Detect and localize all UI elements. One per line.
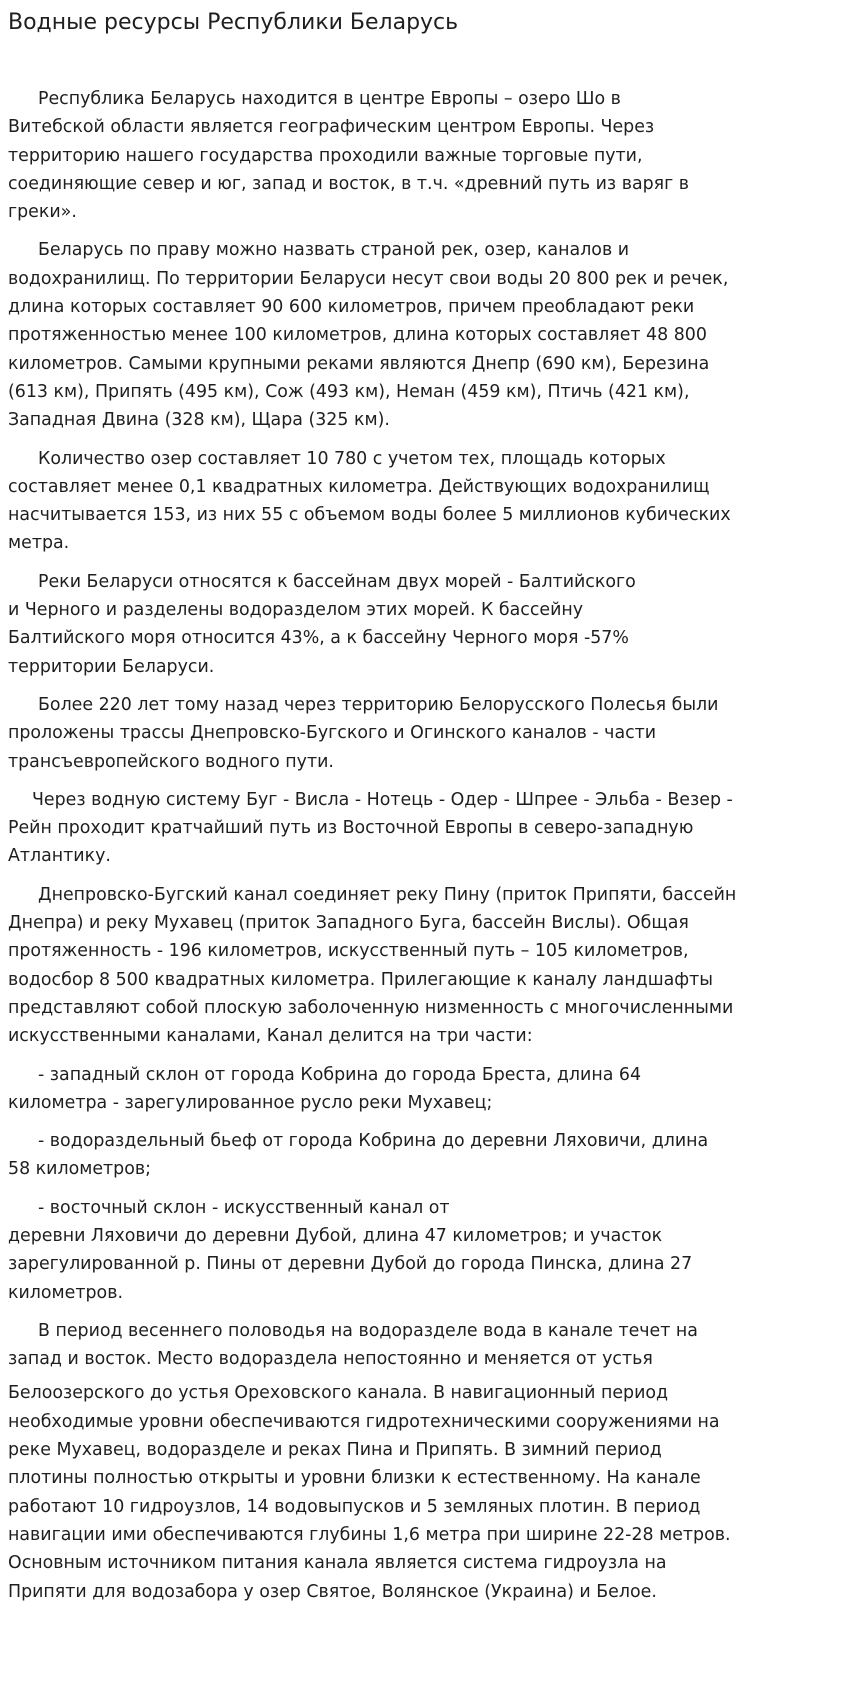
paragraph-5 — [8, 691, 839, 776]
text-line: водохранилищ. По территории Беларуси несут свои воды 20 800 рек и речек, — [8, 268, 729, 289]
paragraph-6 — [8, 786, 839, 871]
text-line: метра. — [8, 533, 70, 554]
text-line: Белоозерского до устья Ореховского канала. В навигационный период — [8, 1383, 669, 1404]
text-line: водосбор 8 500 квадратных километра. Прилегающие к каналу ландшафты — [8, 969, 713, 990]
text-line: длина которых составляет 90 600 километров, причем преобладают реки — [8, 297, 695, 318]
text-line: километров. Самыми крупными реками являются Днепр (690 км), Березина — [8, 353, 710, 374]
text-line: (613 км), Припять (495 км), Сож (493 км), Неман (459 км), Птичь (421 км), — [8, 381, 690, 402]
text-line: Более 220 лет тому назад через территорию Белорусского Полесья были — [38, 694, 719, 715]
text-line: плотины полностью открыты и уровни близки к естественному. На канале — [8, 1468, 701, 1489]
text-line: Республика Беларусь находится в центре Европы – озеро Шо в — [38, 89, 621, 109]
text-line: - западный склон от города Кобрина до города Бреста, длина 64 — [38, 1064, 642, 1085]
text-line: зарегулированной р. Пины от деревни Дубой до города Пинска, длина 27 — [8, 1254, 693, 1275]
text-line: территории Беларуси. — [8, 656, 215, 677]
paragraph-12 — [8, 1379, 839, 1605]
paragraph-9 — [8, 1127, 839, 1184]
text-line: Беларусь по праву можно назвать страной рек, озер, каналов и — [38, 240, 630, 261]
document-body — [8, 85, 839, 1606]
paragraph-11 — [8, 1317, 839, 1374]
text-line: 58 километров; — [8, 1159, 151, 1180]
paragraph-4 — [8, 568, 839, 681]
text-line: территорию нашего государства проходили важные торговые пути, — [8, 145, 643, 166]
page-title: Водные ресурсы Республики Беларусь — [8, 10, 459, 35]
text-line: трансъевропейского водного пути. — [8, 751, 334, 772]
text-line: насчитывается 153, из них 55 с объемом воды более 5 миллионов кубических — [8, 505, 731, 526]
paragraph-8 — [8, 1061, 839, 1118]
text-line: и Черного и разделены водоразделом этих морей. К бассейну — [8, 600, 584, 621]
text-line: Количество озер составляет 10 780 с учетом тех, площадь которых — [38, 448, 666, 469]
paragraph-7 — [8, 881, 839, 1051]
text-line: - восточный склон - искусственный канал от — [38, 1197, 450, 1218]
paragraph-3 — [8, 445, 839, 558]
text-line: представляют собой плоскую заболоченную низменность с многочисленными — [8, 997, 734, 1018]
text-line: Основным источником питания канала является система гидроузла на — [8, 1553, 667, 1574]
text-line: Рейн проходит кратчайший путь из Восточной Европы в северо-западную — [8, 818, 694, 839]
paragraph-2 — [8, 236, 839, 434]
text-line: Витебской области является географическим центром Европы. Через — [8, 117, 655, 138]
text-line: соединяющие север и юг, запад и восток, в т.ч. «древний путь из варяг в — [8, 173, 690, 194]
text-line: искусственными каналами, Канал делится на три части: — [8, 1026, 533, 1047]
text-line: Балтийского моря относится 43%, а к бассейну Черного моря -57% — [8, 628, 629, 649]
text-line: протяженностью менее 100 километров, длина которых составляет 48 800 — [8, 325, 707, 346]
text-line: протяженность - 196 километров, искусственный путь – 105 километров, — [8, 941, 689, 962]
paragraph-1 — [8, 85, 839, 226]
text-line: Реки Беларуси относятся к бассейнам двух морей - Балтийского — [38, 571, 636, 592]
paragraph-10 — [8, 1194, 839, 1307]
text-line: километров. — [8, 1282, 123, 1303]
text-line: запад и восток. Место водораздела непостоянно и меняется от устья — [8, 1349, 653, 1370]
text-line: необходимые уровни обеспечиваются гидротехническими сооружениями на — [8, 1411, 720, 1432]
text-line: Днепровско-Бугский канал соединяет реку Пину (приток Припяти, бассейн — [38, 884, 737, 905]
text-line: - водораздельный бьеф от города Кобрина до деревни Ляховичи, длина — [38, 1131, 709, 1152]
text-line: навигации ими обеспечиваются глубины 1,6 метра при ширине 22-28 метров. — [8, 1524, 731, 1545]
text-line: проложены трассы Днепровско-Бугского и Огинского каналов - части — [8, 723, 657, 744]
text-line: Через водную систему Буг - Висла - Нотець - Одер - Шпрее - Эльба - Везер - — [32, 789, 733, 810]
text-line: работают 10 гидроузлов, 14 водовыпусков и 5 земляных плотин. В период — [8, 1496, 701, 1517]
text-line: реке Мухавец, водоразделе и реках Пина и Припять. В зимний период — [8, 1440, 662, 1461]
text-line: километра - зарегулированное русло реки Мухавец; — [8, 1092, 493, 1113]
text-line: составляет менее 0,1 квадратных километра. Действующих водохранилищ — [8, 476, 710, 497]
text-line: Западная Двина (328 км), Щара (325 км). — [8, 410, 390, 431]
text-line: В период весеннего половодья на водоразделе вода в канале течет на — [38, 1320, 698, 1341]
text-line: Атлантику. — [8, 846, 111, 867]
text-line: Припяти для водозабора у озер Святое, Волянское (Украина) и Белое. — [8, 1581, 657, 1602]
text-line: Днепра) и реку Мухавец (приток Западного Буга, бассейн Вислы). Общая — [8, 913, 689, 934]
text-line: деревни Ляховичи до деревни Дубой, длина 47 километров; и участок — [8, 1225, 663, 1246]
text-line: греки». — [8, 202, 77, 223]
